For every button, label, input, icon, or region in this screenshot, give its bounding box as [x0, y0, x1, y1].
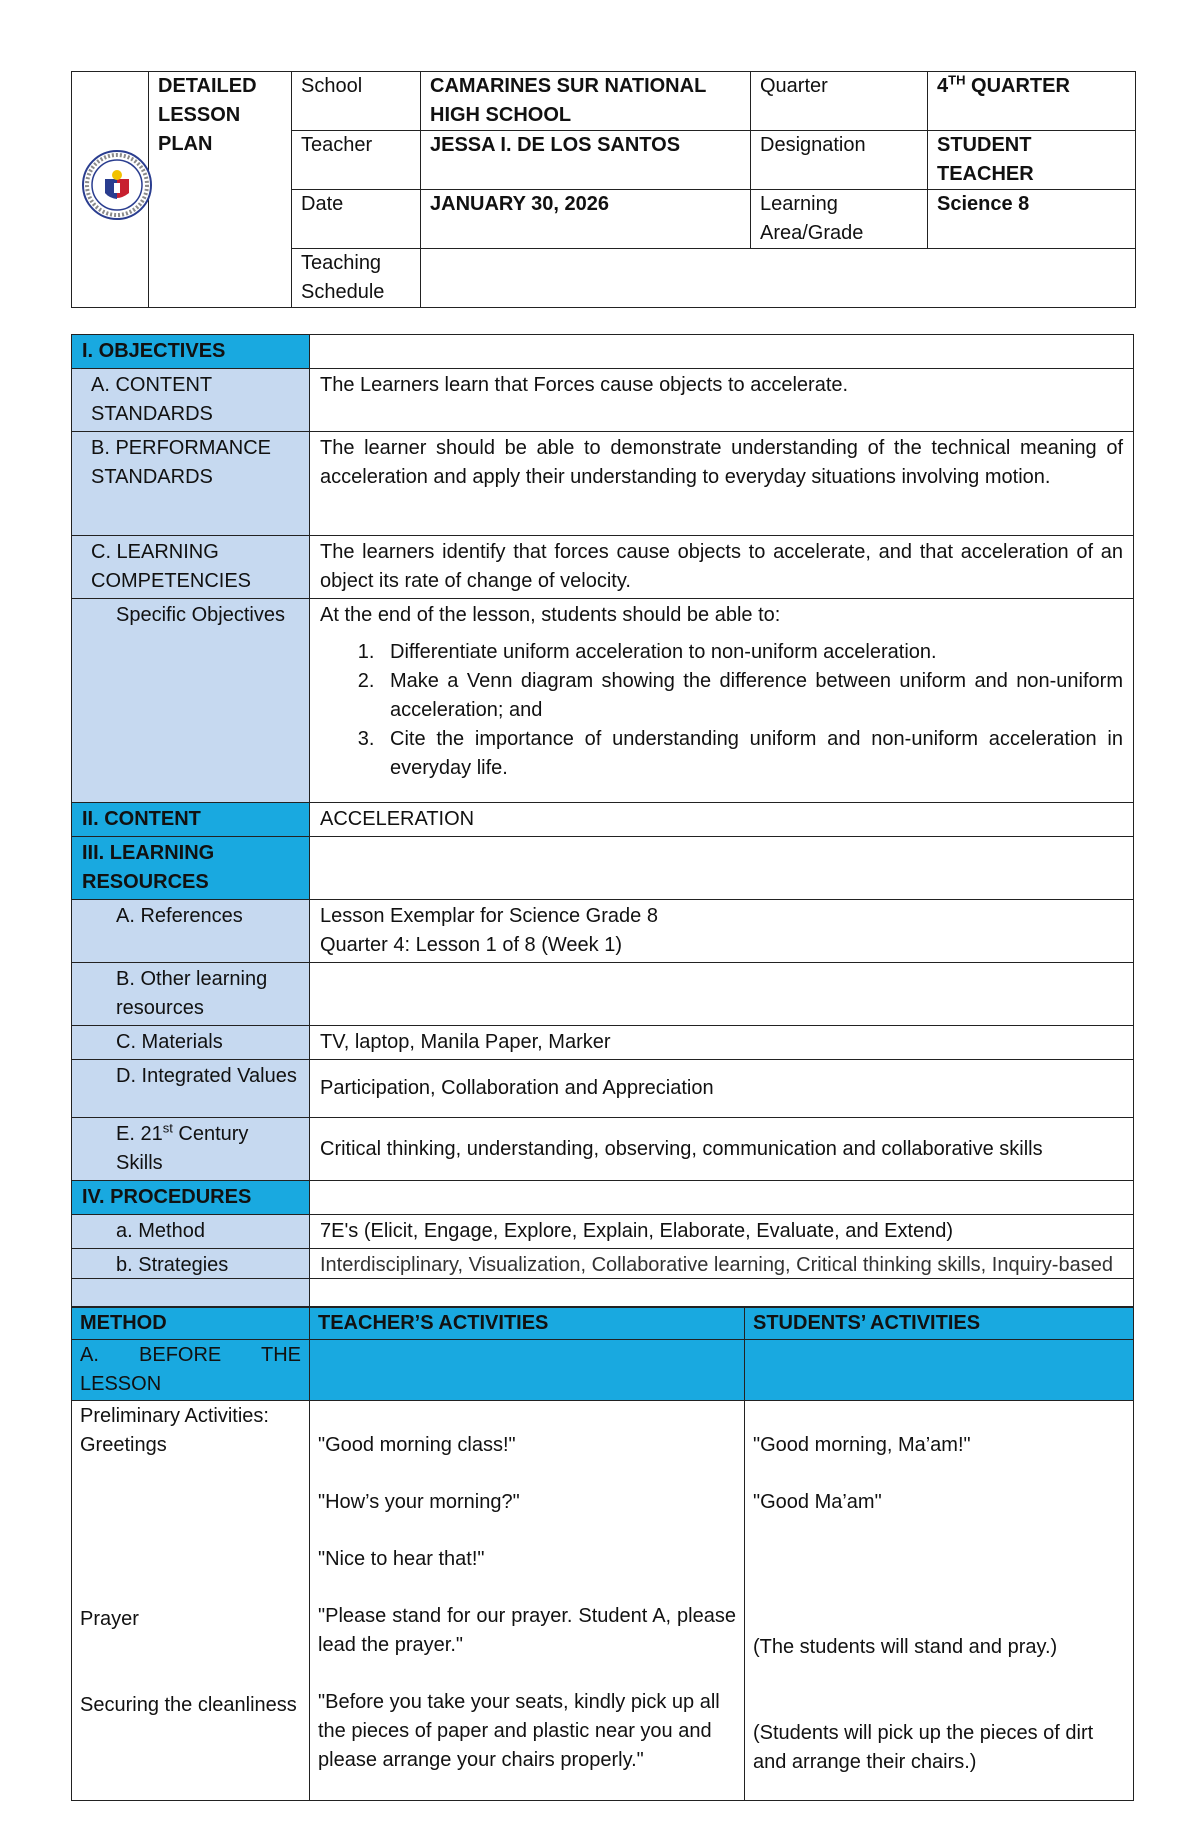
teacher-greeting-3: "Nice to hear that!" [318, 1548, 485, 1570]
learning-area-value: Science 8 [928, 190, 1136, 249]
specific-objectives-value [310, 599, 1134, 803]
student-greeting-1: "Good morning, Ma’am!" [753, 1434, 971, 1456]
specific-objectives-list [320, 638, 1123, 783]
specific-objectives-intro: At the end of the lesson, students should be able to: [320, 604, 781, 626]
content-standards-label: A. CONTENT STANDARDS [72, 369, 310, 432]
century-skills-value: Critical thinking, understanding, observing, communication and collaborative skills [310, 1118, 1134, 1181]
teacher-activities-header: TEACHER’S ACTIVITIES [310, 1308, 745, 1340]
student-greeting-2: "Good Ma’am" [753, 1491, 882, 1513]
greetings-label: Greetings [80, 1434, 167, 1456]
content-heading: II. CONTENT [72, 803, 310, 837]
integrated-values-value: Participation, Collaboration and Appreciation [310, 1060, 1134, 1118]
procedures-empty [310, 1181, 1134, 1215]
materials-value: TV, laptop, Manila Paper, Marker [310, 1026, 1134, 1060]
references-line-1: Lesson Exemplar for Science Grade 8 [320, 905, 658, 927]
student-prayer: (The students will stand and pray.) [753, 1636, 1058, 1658]
strategies-label: b. Strategies [72, 1249, 310, 1307]
teacher-activities-cell [310, 1401, 745, 1801]
teacher-greeting-2: "How’s your morning?" [318, 1491, 520, 1513]
objectives-heading: I. OBJECTIVES [72, 335, 310, 369]
learning-competencies-label: C. LEARNING COMPETENCIES [72, 536, 310, 599]
method-label: a. Method [72, 1215, 310, 1249]
students-activities-cell [745, 1401, 1134, 1801]
quarter-text: QUARTER [965, 75, 1070, 97]
quarter-label: Quarter [751, 72, 928, 131]
spacer-row [72, 1279, 1134, 1308]
before-lesson-teacher-empty [310, 1340, 745, 1401]
learning-competencies-value: The learners identify that forces cause objects to accelerate, and that acceleration of an object its rate of change of velocity. [310, 536, 1134, 599]
learning-resources-empty [310, 837, 1134, 900]
before-lesson-students-empty [745, 1340, 1134, 1401]
procedures-heading: IV. PROCEDURES [72, 1181, 310, 1215]
quarter-number: 4 [937, 75, 949, 97]
quarter-value [928, 72, 1136, 131]
strategies-value: Interdisciplinary, Visualization, Collaborative learning, Critical thinking skills, Inquiry-based [310, 1249, 1134, 1307]
header-table [71, 71, 1136, 308]
objective-item: 1. Differentiate uniform acceleration to non-uniform acceleration. [380, 638, 1123, 667]
method-column-header: METHOD [72, 1308, 310, 1340]
activities-table [71, 1278, 1134, 1801]
content-standards-value: The Learners learn that Forces cause objects to accelerate. [310, 369, 1134, 432]
seal-icon [81, 149, 153, 221]
teacher-cleanliness: "Before you take your seats, kindly pick up all the pieces of paper and plastic near you and please arrange your chairs properly." [318, 1691, 720, 1771]
objectives-empty [310, 335, 1134, 369]
century-skills-label [72, 1118, 310, 1181]
school-value: CAMARINES SUR NATIONAL HIGH SCHOOL [421, 72, 751, 131]
other-resources-label: B. Other learning resources [72, 963, 310, 1026]
schedule-label: Teaching Schedule [292, 249, 421, 308]
teacher-value: JESSA I. DE LOS SANTOS [421, 131, 751, 190]
century-skills-prefix: E. 21 [116, 1123, 163, 1145]
school-label: School [292, 72, 421, 131]
cleanliness-label: Securing the cleanliness [80, 1694, 297, 1716]
performance-standards-value: The learner should be able to demonstrate understanding of the technical meaning of acceleration and apply their understanding to everyday situations involving motion. [310, 432, 1134, 536]
objective-item: 2. Make a Venn diagram showing the difference between uniform and non-uniform acceleration; and [380, 667, 1123, 725]
references-value [310, 900, 1134, 963]
objective-item: 3. Cite the importance of understanding uniform and non-uniform acceleration in everyday life. [380, 725, 1123, 783]
learning-area-label: Learning Area/Grade [751, 190, 928, 249]
preliminary-activities-label: Preliminary Activities: [80, 1405, 269, 1427]
integrated-values-label: D. Integrated Values [72, 1060, 310, 1118]
performance-standards-label: B. PERFORMANCE STANDARDS [72, 432, 310, 536]
teacher-prayer: "Please stand for our prayer. Student A, please lead the prayer." [318, 1605, 736, 1656]
students-activities-header: STUDENTS’ ACTIVITIES [745, 1308, 1134, 1340]
quarter-suffix: TH [948, 72, 966, 88]
materials-label: C. Materials [72, 1026, 310, 1060]
learning-resources-heading: III. LEARNING RESOURCES [72, 837, 310, 900]
prayer-label: Prayer [80, 1608, 139, 1630]
references-label: A. References [72, 900, 310, 963]
content-value: ACCELERATION [310, 803, 1134, 837]
date-label: Date [292, 190, 421, 249]
references-line-2: Quarter 4: Lesson 1 of 8 (Week 1) [320, 934, 623, 956]
schedule-value [421, 249, 1136, 308]
lesson-plan-table [71, 334, 1134, 1307]
deped-seal-logo [72, 72, 149, 308]
document-title: DETAILED LESSON PLAN [149, 72, 292, 308]
century-skills-suffix: st [162, 1120, 173, 1136]
before-lesson-label: A. BEFORE THE LESSON [72, 1340, 310, 1401]
specific-objectives-label: Specific Objectives [72, 599, 310, 803]
date-value: JANUARY 30, 2026 [421, 190, 751, 249]
method-value: 7E's (Elicit, Engage, Explore, Explain, Elaborate, Evaluate, and Extend) [310, 1215, 1134, 1249]
designation-value: STUDENT TEACHER [928, 131, 1136, 190]
student-cleanliness: (Students will pick up the pieces of dirt and arrange their chairs.) [753, 1722, 1094, 1773]
teacher-label: Teacher [292, 131, 421, 190]
other-resources-value [310, 963, 1134, 1026]
century-skills-text: Century Skills [116, 1123, 249, 1174]
teacher-greeting-1: "Good morning class!" [318, 1434, 516, 1456]
designation-label: Designation [751, 131, 928, 190]
method-cell-preliminary [72, 1401, 310, 1801]
